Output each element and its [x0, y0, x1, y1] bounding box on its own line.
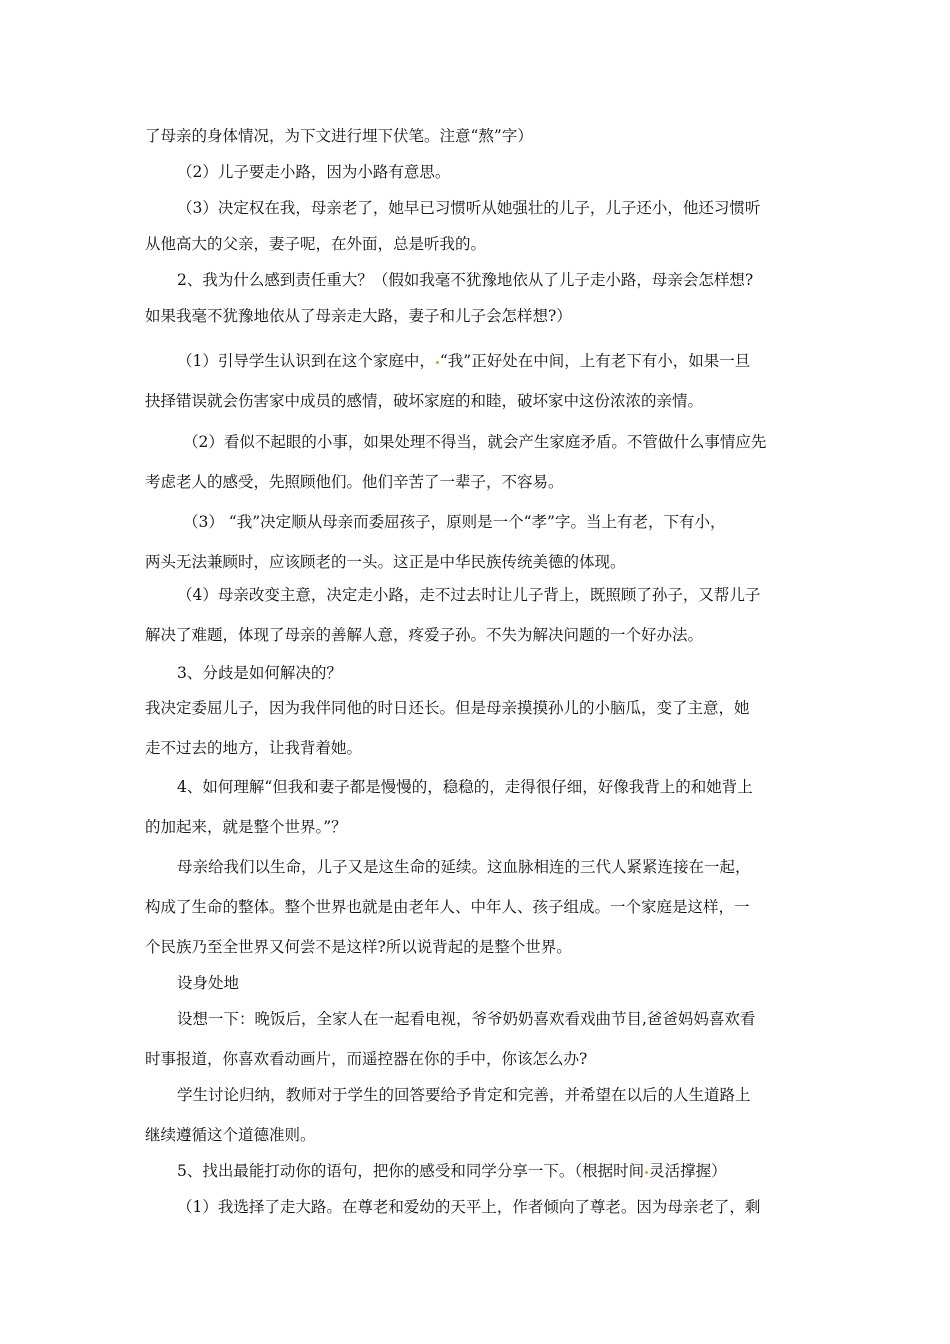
text-line: （2）看似不起眼的小事，如果处理不得当，就会产生家庭矛盾。不管做什么事情应先: [183, 433, 767, 451]
text-line: （3）决定权在我，母亲老了，她早已习惯听从她强壮的儿子，儿子还小，他还习惯听: [177, 199, 761, 217]
text-line: 的加起来，就是整个世界。”？: [145, 818, 347, 836]
text-line: 个民族乃至全世界又何尝不是这样?所以说背起的是整个世界。: [145, 938, 572, 956]
text-line: 构成了生命的整体。整个世界也就是由老年人、中年人、孩子组成。一个家庭是这样，一: [145, 898, 750, 916]
text-line: 我决定委屈儿子，因为我伴同他的时日还长。但是母亲摸摸孙儿的小脑瓜，变了主意，她: [145, 699, 750, 717]
text-segment: 5、找出最能打动你的语句，把你的感受和同学分享一下。（根据时间: [177, 1162, 645, 1180]
text-segment: （1）引导学生认识到在这个家庭中，: [177, 352, 435, 370]
text-line: 两头无法兼顾时，应该顾老的一头。这正是中华民族传统美德的体现。: [145, 553, 626, 571]
highlight-mark: [645, 1171, 648, 1174]
text-segment: 灵活撑握）: [649, 1162, 727, 1180]
text-line: 走不过去的地方，让我背着她。: [145, 739, 363, 757]
text-line: 时事报道，你喜欢看动画片，而遥控器在你的手中，你该怎么办?: [145, 1050, 588, 1068]
text-line: [177, 1161, 810, 1181]
text-line: （4）母亲改变主意，决定走小路，走不过去时让儿子背上，既照顾了孙子，又帮儿子: [177, 586, 761, 604]
text-line: 如果我毫不犹豫地依从了母亲走大路，妻子和儿子会怎样想?）: [145, 307, 572, 325]
section-heading: 设身处地: [177, 974, 240, 992]
text-line: 考虑老人的感受，先照顾他们。他们辛苦了一辈子，不容易。: [145, 473, 564, 491]
text-line: （1）我选择了走大路。在尊老和爱幼的天平上，作者倾向了尊老。因为母亲老了，剩: [177, 1198, 761, 1216]
highlight-mark: [436, 361, 439, 364]
text-line: 学生讨论归纳，教师对于学生的回答要给予肯定和完善，并希望在以后的人生道路上: [177, 1086, 751, 1104]
text-line: 解决了难题，体现了母亲的善解人意，疼爱子孙。不失为解决问题的一个好办法。: [145, 626, 704, 644]
text-line: 从他高大的父亲，妻子呢，在外面，总是听我的。: [145, 235, 487, 253]
text-line: 设想一下：晚饭后，全家人在一起看电视，爷爷奶奶喜欢看戏曲节目,爸爸妈妈喜欢看: [177, 1010, 756, 1028]
text-line: （3） “我”决定顺从母亲而委屈孩子，原则是一个“孝”字。当上有老，下有小，: [183, 513, 726, 531]
text-line: [177, 351, 810, 371]
text-line: 2、我为什么感到责任重大？（假如我毫不犹豫地依从了儿子走小路，母亲会怎样想?: [177, 271, 754, 289]
text-line: 3、分歧是如何解决的？: [177, 664, 342, 682]
text-line: （2）儿子要走小路，因为小路有意思。: [177, 163, 451, 181]
text-line: 抉择错误就会伤害家中成员的感情，破坏家庭的和睦，破坏家中这份浓浓的亲情。: [145, 392, 704, 410]
text-line: 母亲给我们以生命，儿子又是这生命的延续。这血脉相连的三代人紧紧连接在一起，: [177, 858, 751, 876]
text-segment: “我”正好处在中间，上有老下有小，如果一旦: [439, 352, 751, 370]
text-line: 了母亲的身体情况，为下文进行埋下伏笔。注意“熬”字）: [145, 127, 533, 145]
text-line: 4、如何理解“但我和妻子都是慢慢的，稳稳的，走得很仔细，好像我背上的和她背上: [177, 778, 753, 796]
text-line: 继续遵循这个道德准则。: [145, 1126, 316, 1144]
